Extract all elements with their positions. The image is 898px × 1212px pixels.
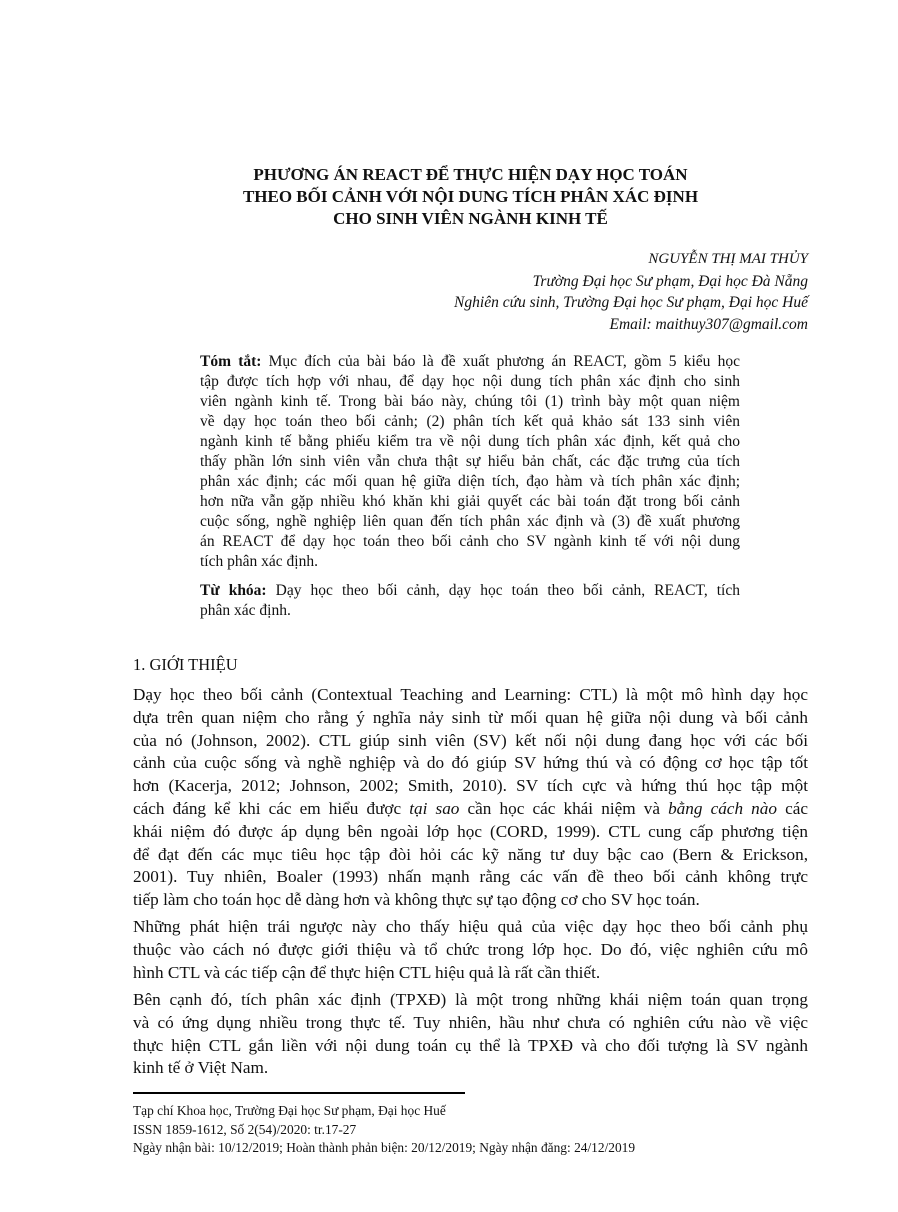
footnote xyxy=(133,1102,635,1158)
text-line: của nó (Johnson, 2002). CTL giúp sinh viên (SV) kết nối nội dung đang học với các bối xyxy=(133,730,808,750)
text-line: tập được tích hợp với nhau, để dạy học nội dung tích phân xác định cho sinh xyxy=(200,373,740,390)
title-line: PHƯƠNG ÁN REACT ĐỂ THỰC HIỆN DẠY HỌC TOÁN xyxy=(253,165,688,184)
text-line: kinh tế ở Việt Nam. xyxy=(133,1058,269,1078)
line-text: các xyxy=(776,798,808,818)
footnote-dates: Ngày nhận bài: 10/12/2019; Hoàn thành phản biện: 20/12/2019; Ngày nhận đăng: 24/12/2019 xyxy=(133,1140,636,1155)
text-line: cuộc sống, nghề nghiệp liên quan đến tích phân xác định và (3) đề xuất phương xyxy=(200,513,740,530)
abstract xyxy=(200,352,740,572)
text-line: thuộc vào cách nó được giới thiệu và tổ chức trong lớp học. Do đó, việc nghiên cứu mô xyxy=(133,939,808,959)
text-line: phân xác định. xyxy=(200,602,291,619)
text-line: thực hiện CTL gắn liền với nội dung toán cụ thể là TPXĐ và cho đối tượng là SV ngành xyxy=(133,1035,808,1055)
section-heading: 1. GIỚI THIỆU xyxy=(133,655,238,674)
keywords xyxy=(200,581,740,621)
author-block xyxy=(454,249,808,335)
article-title xyxy=(133,164,808,230)
text-line: về dạy học toán theo bối cảnh; (2) phân tích kết quả khảo sát 133 sinh viên xyxy=(200,413,740,430)
body-paragraph xyxy=(133,684,808,912)
text-line: và có ứng dụng nhiều trong thực tế. Tuy nhiên, hầu như chưa có nghiên cứu nào về việc xyxy=(133,1012,808,1032)
text-line: phân xác định; các mối quan hệ giữa diện tích, đạo hàm và tích phân xác định; xyxy=(200,473,740,490)
title-line: THEO BỐI CẢNH VỚI NỘI DUNG TÍCH PHÂN XÁC ĐỊNH xyxy=(242,187,699,206)
text-line: hình CTL và các tiếp cận để thực hiện CTL hiệu quả là rất cần thiết. xyxy=(133,962,601,982)
text-line: cảnh của cuộc sống và nghề nghiệp và do đó giúp SV hứng thú và có động cơ học tập tốt xyxy=(133,753,808,773)
text-line: 2001). Tuy nhiên, Boaler (1993) nhấn mạnh rằng các vấn đề theo bối cảnh không trực xyxy=(133,867,808,887)
text-line: án REACT để dạy học toán theo bối cảnh cho SV ngành kinh tế với nội dung xyxy=(200,533,740,550)
text-line: hơn (Kacerja, 2012; Johnson, 2002; Smith, 2010). SV tích cực và hứng thú học tập một xyxy=(133,776,808,796)
text-line: dựa trên quan niệm cho rằng ý nghĩa nảy sinh từ mối quan hệ giữa nội dung và bối cảnh xyxy=(133,707,808,727)
author-affiliation: Trường Đại học Sư phạm, Đại học Đà Nẵng xyxy=(532,272,808,290)
text-line: ngành kinh tế bằng phiếu kiểm tra về nội dung tích phân xác định, kết quả cho xyxy=(200,433,740,450)
footnote-issn: ISSN 1859-1612, Số 2(54)/2020: tr.17-27 xyxy=(133,1121,357,1137)
text-line: Những phát hiện trái ngược này cho thấy hiệu quả của việc dạy học theo bối cảnh phụ xyxy=(133,917,808,936)
text-line: để đạt đến các mục tiêu học tập đòi hỏi các kỹ năng tư duy bậc cao (Bern & Erickson, xyxy=(133,844,808,864)
line-text: Dạy học theo bối cảnh, dạy học toán theo bối cảnh, REACT, tích xyxy=(266,582,740,599)
line-text: cách đáng kể khi các em hiểu được xyxy=(133,798,410,818)
body-paragraph xyxy=(133,916,808,984)
label: Từ khóa: xyxy=(200,582,267,599)
footnote-journal: Tạp chí Khoa học, Trường Đại học Sư phạm, Đại học Huế xyxy=(133,1103,446,1118)
text-line xyxy=(133,798,808,821)
emphasis-text: bằng cách nào xyxy=(668,798,777,818)
text-line: Bên cạnh đó, tích phân xác định (TPXĐ) là một trong những khái niệm toán quan trọng xyxy=(133,990,808,1009)
line-text: Mục đích của bài báo là đề xuất phương án REACT, gồm 5 kiểu học xyxy=(261,353,740,370)
text-line: thấy phần lớn sinh viên vẫn chưa thật sự hiểu bản chất, các đặc trưng của tích xyxy=(200,453,740,470)
text-line: viên ngành kinh tế. Trong bài báo này, chúng tôi (1) trình bày một quan niệm xyxy=(200,393,740,410)
text-line xyxy=(200,352,740,372)
label: Tóm tắt: xyxy=(200,353,262,370)
line-text: cần học các khái niệm và xyxy=(459,798,669,818)
emphasis-text: tại sao xyxy=(409,798,460,818)
text-line: Dạy học theo bối cảnh (Contextual Teaching and Learning: CTL) là một mô hình dạy học xyxy=(133,685,808,704)
author-name: NGUYỄN THỊ MAI THỦY xyxy=(648,251,808,267)
body-paragraph xyxy=(133,989,808,1080)
title-line: CHO SINH VIÊN NGÀNH KINH TẾ xyxy=(333,209,608,228)
text-line: hơn nữa vẫn gặp nhiều khó khăn khi giải quyết các bài toán đặt trong bối cảnh xyxy=(200,493,740,510)
author-affiliation: Nghiên cứu sinh, Trường Đại học Sư phạm, Đại học Huế xyxy=(454,294,808,311)
text-line: tiếp làm cho toán học dễ dàng hơn và không thực sự tạo động cơ cho SV học toán. xyxy=(133,890,700,910)
text-line: khái niệm đó được áp dụng bên ngoài lớp học (CORD, 1999). CTL cung cấp phương tiện xyxy=(133,821,808,841)
text-line xyxy=(200,581,740,601)
footnote-divider xyxy=(133,1092,465,1094)
text-line: tích phân xác định. xyxy=(200,553,318,570)
author-email: Email: maithuy307@gmail.com xyxy=(609,315,808,333)
